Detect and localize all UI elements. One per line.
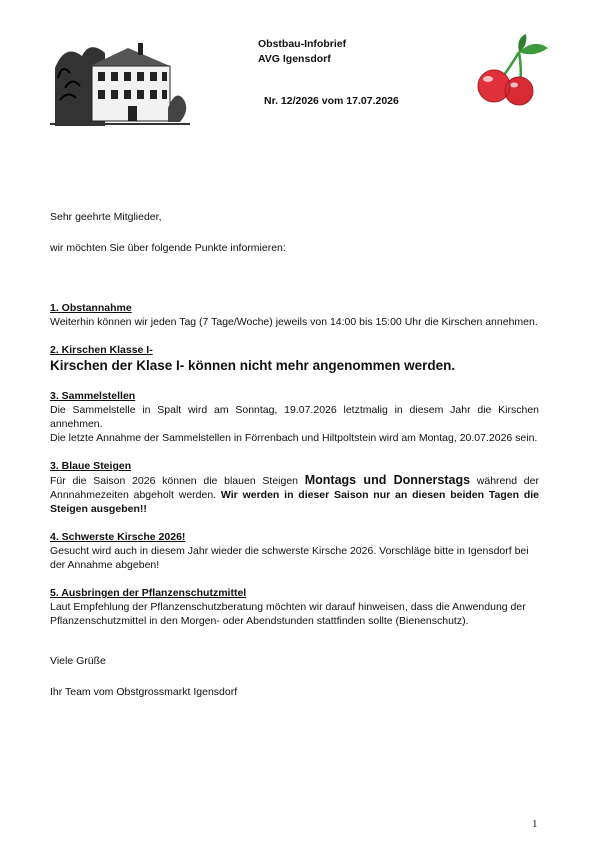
closing: Viele Grüße xyxy=(50,655,106,667)
signature: Ihr Team vom Obstgrossmarkt Igensdorf xyxy=(50,686,238,698)
letter-body xyxy=(50,210,539,699)
section-heading: 1. Obstannahme xyxy=(50,302,132,314)
title-line-1: Obstbau-Infobrief xyxy=(258,38,347,50)
section-heading: 3. Sammelstellen xyxy=(50,390,136,402)
section-text: Laut Empfehlung der Pflanzenschutzberatung möchten wir darauf hinweisen, dass die Anwendung der Pflanzenschutzmittel in den Morgen- oder Abendstunden stattfinden sollte (Bienenschutz). xyxy=(50,601,526,627)
section-text xyxy=(50,473,539,516)
cherries-icon xyxy=(472,34,552,108)
section-schwerste-kirsche xyxy=(50,530,539,572)
intro-text: wir möchten Sie über folgende Punkte informieren: xyxy=(50,242,286,254)
section-text: Gesucht wird auch in diesem Jahr wieder die schwerste Kirsche 2026. Vorschläge bitte in Igensdorf bei der Annahme abgeben! xyxy=(50,545,529,571)
text-part: während der Annnahmezeiten abgeholt werden. xyxy=(50,475,539,501)
section-heading: 4. Schwerste Kirsche 2026! xyxy=(50,531,186,543)
section-heading: 5. Ausbringen der Pflanzenschutzmittel xyxy=(50,587,247,599)
section-text: Kirschen der Klase I- können nicht mehr angenommen werden. xyxy=(50,358,456,373)
emphasized-days: Montags und Donnerstags xyxy=(304,473,471,487)
text-part: Für die Saison 2026 können die blauen Steigen xyxy=(50,475,305,487)
section-kirschen-klasse xyxy=(50,343,539,375)
section-heading: 3. Blaue Steigen xyxy=(50,460,132,472)
section-blaue-steigen xyxy=(50,459,539,516)
section-text: Die Sammelstelle in Spalt wird am Sonntag, 19.07.2026 letztmalig in diesem Jahr die Kirschen annehmen. xyxy=(50,404,539,430)
section-text: Weiterhin können wir jeden Tag (7 Tage/Woche) jeweils von 14:00 bis 15:00 Uhr die Kirschen annehmen. xyxy=(50,316,538,328)
bold-notice: Wir werden in dieser Saison nur an diesen beiden Tagen die Steigen ausgeben!! xyxy=(50,489,540,515)
section-obstannahme xyxy=(50,301,539,329)
section-heading: 2. Kirschen Klasse I- xyxy=(50,344,153,356)
section-text: Die letzte Annahme der Sammelstellen in Förrenbach und Hiltpoltstein wird am Montag, 20.07.2026 sein. xyxy=(50,432,538,444)
salutation: Sehr geehrte Mitglieder, xyxy=(50,211,162,223)
newsletter-title xyxy=(258,37,346,67)
section-pflanzenschutz xyxy=(50,586,539,628)
issue-number: Nr. 12/2026 vom 17.07.2026 xyxy=(264,95,399,107)
building-sketch-icon xyxy=(50,38,190,128)
section-sammelstellen xyxy=(50,389,539,445)
page-number: 1 xyxy=(532,818,538,830)
title-line-2: AVG Igensdorf xyxy=(258,53,331,65)
